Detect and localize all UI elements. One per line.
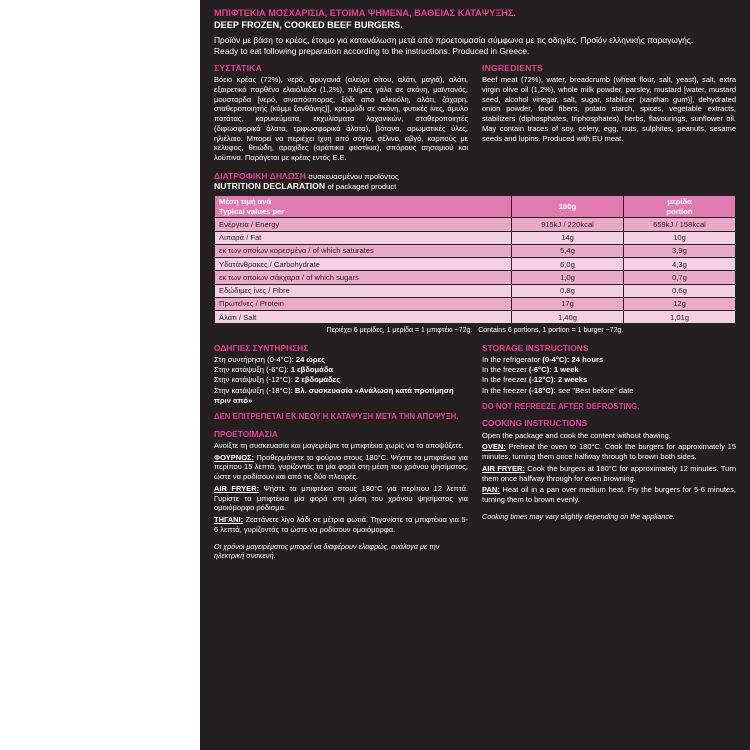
storage-line-pre: In the freezer [482,385,529,395]
cooking-method-name: AIR FRYER: [482,463,525,473]
ingredients-section [214,63,736,163]
cooking-method-oven-english [482,442,736,462]
cooking-method-text: Heat oil in a pan over medium heat. Fry the burgers for 5-6 minutes, turning them to brown evenly. [482,485,736,505]
cooking-heading-greek: ΠΡΟΕΤΟΙΜΑΣΙΑ [214,428,278,439]
table-row [215,284,736,297]
nutrition-row-portion: 12g [623,297,735,310]
nutrition-table-header-row [215,195,736,218]
cooking-method-airfryer-greek [214,484,468,513]
refreeze-warning-english: DO NOT REFREEZE AFTER DEFROSTING. [482,401,640,411]
cooking-method-name: ΦΟΥΡΝΟΣ: [214,452,255,462]
storage-line-pre: Στη συντήρηση (0-4°C): [214,355,296,365]
product-label-panel [200,0,750,750]
cooking-method-name: ΤΗΓΑΝΙ: [214,515,244,525]
nutrition-row-label: εκ των οποίων κορεσμένα / of which saturates [215,244,512,257]
nutrition-row-100g: 14g [511,231,623,244]
nutrition-row-100g: 915kJ / 220kcal [511,218,623,231]
portion-footnote-english: Contains 6 portions, 1 portion = 1 burger ~72g. [478,327,624,335]
nutrition-subheading-greek: συσκευασμένου προϊόντος [308,171,399,181]
storage-line-pre: In the freezer [482,375,529,385]
cooking-method-text: Ζεστάνετε λίγο λάδι σε μέτρια φωτιά. Τηγανίστε τα μπιφτέκια για 5-6 λεπτά, γυρίζοντάς τα ώστε να ροδίσουν ομοιόμορφα. [214,515,468,534]
storage-english-column [482,343,736,561]
product-title-greek: ΜΠΙΦΤΕΚΙΑ ΜΟΣΧΑΡΙΣΙΑ, ΕΤΟΙΜΑ ΨΗΜΕΝΑ, ΒΑΘΕΙΑΣ ΚΑΤΑΨΥΞΗΣ. [214,8,516,18]
list-item [214,375,468,385]
description-greek: Προϊόν με βάση το κρέας, έτοιμο για κατανάλωση μετά από προετοιμασία σύμφωνα με τις οδηγίες. Προϊόν ελληνικής παραγωγής. [214,35,694,46]
nutrition-row-100g: 5,4g [511,244,623,257]
nutrition-row-portion: 0,7g [623,271,735,284]
cooking-method-text: Προθερμάνετε το φούρνο στους 180°C. Ψήστε τα μπιφτέκια για περίπου 15 λεπτά, γυρίζοντάς τα μία φορά στη μέση του χρόνου ψησίματος, ώστε να ροδίσουν και από τις δύο πλευρές. [214,452,468,482]
storage-line-bold: (-18°C): [528,385,556,395]
nutrition-heading-english-line [214,181,736,191]
list-item [482,365,736,375]
portion-footnote-greek: Περιέχει 6 μερίδες, 1 μερίδα = 1 μπιφτέκι ~72g. [326,327,473,335]
nutrition-row-portion: 3,9g [623,244,735,257]
cooking-method-name: OVEN: [482,442,506,452]
storage-line-bold: 24 ώρες [295,355,326,365]
refreeze-warning-greek: ΔΕΝ ΕΠΙΤΡΕΠΕΤΑΙ ΕΚ ΝΕΟΥ Η ΚΑΤΑΨΥΞΗ ΜΕΤΑ ΤΗΝ ΑΠΟΨΥΞΗ. [214,411,459,421]
storage-section [214,343,736,561]
nutrition-heading-greek-line [214,171,736,181]
nutrition-heading-greek: ΔΙΑΤΡΟΦΙΚΗ ΔΗΛΩΣΗ [214,170,307,181]
storage-line-bold: (0-4°C): 24 hours [542,355,604,365]
list-item [214,355,468,365]
nutrition-table-body [215,218,736,324]
nutrition-row-label: Ενέργεια / Energy [215,218,512,231]
nutrition-col-portion-greek: μερίδα [667,197,692,207]
nutrition-row-portion: 0,6g [623,284,735,297]
cooking-method-text: Cook the burgers at 180°C for approximately 12 minutes. Turn them once halfway through for even browning. [482,463,736,483]
nutrition-row-portion: 659kJ / 158kcal [623,218,735,231]
nutrition-table [214,195,736,325]
cooking-method-name: PAN: [482,485,500,495]
cooking-note-greek: Οι χρόνοι μαγειρέματος μπορεί να διαφέρουν ελαφρώς, ανάλογα με την ηλεκτρική συσκευή. [214,541,440,560]
cooking-method-pan-english [482,485,736,505]
cooking-heading-english: COOKING INSTRUCTIONS [482,418,588,429]
storage-line-post: see "Best before" date [555,385,634,395]
nutrition-row-100g: 6,0g [511,258,623,271]
table-row [215,271,736,284]
list-item [482,355,736,365]
cooking-method-text: Preheat the oven to 180°C. Cook the burgers for approximately 15 minutes, turning them once halfway through to brown both sides. [482,442,736,462]
cooking-intro-english: Open the package and cook the content without thawing. [482,430,671,440]
nutrition-col-portion [623,195,735,218]
nutrition-row-portion: 1,01g [623,311,735,324]
nutrition-heading-block [214,171,736,192]
nutrition-col-label [215,195,512,218]
cooking-method-pan-greek [214,515,468,535]
nutrition-row-100g: 17g [511,297,623,310]
nutrition-col-label-english: Typical values per [219,206,285,216]
table-row [215,311,736,324]
ingredients-text-greek: Βόειο κρέας (72%), νερό, φρυγανιά (αλεύρι σίτου, αλάτι, μαγιά), αλάτι, εξαιρετικό παρθένο ελαιόλαδο (1,2%), πλήρες γάλα σε σκόνη, μαϊντανός, μουσταρδα [νερό, σιναπόσπορος, ξύδι απο αλκοόλη, αλάτι, ζάχαρη, σταθεροποιητής (κόμμι ξανθάνης)], κρεμμύδι σε σκόνη, φυτικές ίνες, άμυλο πατάτας, καρυκεύματα, εκχυλίσματα λαχανικών, σταθεροποιητές (διφωσφορικά άλατα, τριφωσφορικά άλατα), βότανα, αρωματικές ύλες, ηλιέλαιο. Μπορεί να περιέχει ίχνη από σόγια, σέλινο, αβγό, καρπούς με κέλυφος, θειώδη, αραχίδες (αράπικα φυστίκια), σπόρους σησαμιού και λούπινα. Παράγεται με κρέας εντός Ε.Ε. [214,75,468,163]
storage-heading-english: STORAGE INSTRUCTIONS [482,342,589,353]
nutrition-row-portion: 10g [623,231,735,244]
cooking-method-airfryer-english [482,464,736,484]
table-row [215,218,736,231]
storage-lines-english [482,355,736,396]
list-item [482,375,736,385]
storage-line-bold: (-6°C): 1 week [528,365,579,375]
nutrition-row-100g: 1,40g [511,311,623,324]
nutrition-row-portion: 4,3g [623,258,735,271]
storage-greek-column [214,343,468,561]
nutrition-row-label: Πρωτεΐνες / Protein [215,297,512,310]
nutrition-col-label-greek: Μέση τιμή ανά [219,197,272,207]
title-block [214,8,736,31]
description-english: Ready to eat following preparation according to the instructions. Produced in Greece. [214,45,530,56]
storage-line-pre: Στην κατάψυξη (-18°C): [214,385,295,395]
storage-line-pre: Στην κατάψυξη (-12°C): [214,375,295,385]
cooking-method-oven-greek [214,453,468,482]
table-row [215,244,736,257]
nutrition-row-label: Υδατάνθρακες / Carbohydrate [215,258,512,271]
nutrition-col-portion-english: portion [666,206,693,216]
ingredients-text-english: Beef meat (72%), water, breadcrumb (wheat flour, salt, yeast), salt, extra virgin olive oil (1,2%), whole milk powder, parsley, mustard [water, mustard seed, alcohol vinegar, salt, sugar, stabilizer (xanthan gum)], dehydrated onion powder, food fibers, potato starch, spices, vegetable extracts, stabilizers (diphosphates, triphosphates), herbs, flavourings, sunflower oil. May contain traces of soy, celery, egg, nuts, sulphites, peanuts, sesame seeds and lupins. Produced with EU meat. [482,75,736,143]
table-row [215,258,736,271]
storage-line-pre: In the freezer [482,365,529,375]
storage-line-bold: 1 εβδομάδα [290,365,334,375]
storage-line-pre: Στην κατάψυξη (-6°C): [214,365,291,375]
storage-line-bold: Βλ. συσκευασία «Ανάλωση κατά προτίμηση πριν από» [214,385,454,405]
cooking-intro-greek: Ανοίξτε τη συσκευασία και μαγειρέψτε τα μπιφτέκια χωρίς να τα αποψύξετε. [214,440,464,450]
ingredients-heading-english: INGREDIENTS [482,62,543,73]
ingredients-greek-column [214,63,468,163]
cooking-method-text: Ψήστε τα μπιφτέκια στους 180°C για περίπου 12 λεπτά. Γυρίστε τα μπιφτέκια μία φορά στη μέση του χρόνου ψησίματος για ομοιόμορφο ρόδισμα. [214,483,469,513]
ingredients-heading-greek: ΣΥΣΤΑΤΙΚΑ [214,62,262,73]
nutrition-row-label: Εδώδιμες ίνες / Fibre [215,284,512,297]
storage-heading-greek: ΟΔΗΓΙΕΣ ΣΥΝΤΗΡΗΣΗΣ [214,342,309,353]
nutrition-row-100g: 0,8g [511,284,623,297]
portion-footnote [214,327,736,336]
storage-lines-greek [214,355,468,406]
storage-line-pre: In the refrigerator [482,355,543,365]
nutrition-row-label: Λιπαρά / Fat [215,231,512,244]
cooking-method-name: AIR FRYER: [214,483,260,493]
nutrition-row-label: εκ των οποίων σάκχαρα / of which sugars [215,271,512,284]
nutrition-subheading-english: of packaged product [327,182,397,192]
product-description [214,35,736,57]
nutrition-row-label: Αλάτι / Salt [215,311,512,324]
storage-line-bold: (-12°C): 2 weeks [528,375,588,385]
nutrition-row-100g: 1,0g [511,271,623,284]
product-title-english: DEEP FROZEN, COOKED BEEF BURGERS. [214,20,403,31]
ingredients-english-column [482,63,736,163]
list-item [482,386,736,396]
nutrition-col-100g: 100g [511,195,623,218]
storage-line-bold: 2 εβδομάδες [294,375,341,385]
list-item [214,386,468,406]
nutrition-heading-english: NUTRITION DECLARATION [214,181,326,192]
list-item [214,365,468,375]
table-row [215,297,736,310]
table-row [215,231,736,244]
cooking-note-english: Cooking times may vary slightly depending on the appliance. [482,511,675,521]
